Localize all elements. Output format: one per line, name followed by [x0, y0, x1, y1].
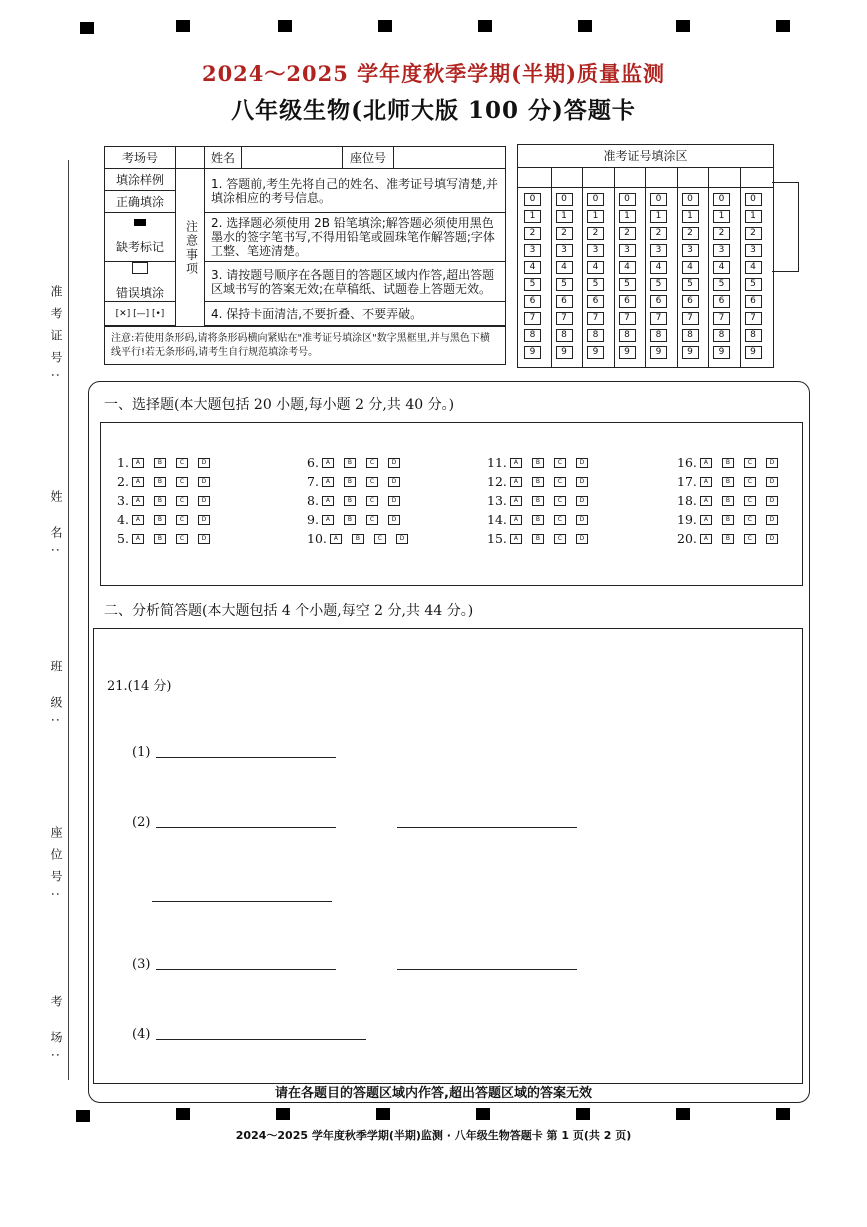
alignment-mark — [76, 1110, 90, 1122]
question-number: 16. — [677, 455, 697, 470]
option-bubble[interactable]: C — [554, 477, 566, 487]
choice-question — [487, 493, 598, 508]
id-digit-bubble[interactable]: 5 — [524, 278, 541, 291]
id-digit-bubble[interactable]: 7 — [713, 312, 730, 325]
option-bubble[interactable]: C — [366, 496, 378, 506]
note-4: 4. 保持卡面清洁,不要折叠、不要弄破。 — [205, 302, 506, 326]
option-bubble[interactable]: D — [388, 515, 400, 525]
question-number: 15. — [487, 531, 507, 546]
id-digit-bubble[interactable]: 6 — [745, 295, 762, 308]
alignment-mark — [776, 1108, 790, 1120]
id-digit-bubble[interactable]: 1 — [650, 210, 667, 223]
option-bubble[interactable]: D — [198, 477, 210, 487]
alignment-mark — [278, 20, 292, 32]
name-field[interactable] — [242, 147, 343, 169]
id-digit-bubble[interactable]: 3 — [650, 244, 667, 257]
option-bubble[interactable]: C — [554, 496, 566, 506]
option-bubble[interactable]: B — [722, 458, 734, 468]
option-bubble[interactable]: A — [132, 477, 144, 487]
id-digit-bubble[interactable]: 1 — [713, 210, 730, 223]
binding-line — [68, 160, 69, 1080]
question-number: 3. — [117, 493, 129, 508]
option-bubble[interactable]: B — [344, 515, 356, 525]
option-bubble[interactable]: D — [766, 515, 778, 525]
side-label-room: 考 场: — [49, 995, 63, 1067]
alignment-mark — [576, 1108, 590, 1120]
option-bubble[interactable]: A — [510, 458, 522, 468]
id-column-divider — [708, 167, 709, 367]
option-bubble[interactable]: A — [322, 515, 334, 525]
option-bubble[interactable]: C — [744, 515, 756, 525]
id-digit-bubble[interactable]: 2 — [650, 227, 667, 240]
id-digit-bubble[interactable]: 6 — [682, 295, 699, 308]
sub-label-1: (1) — [132, 745, 151, 760]
choice-question — [307, 531, 418, 546]
answer-blank-2b[interactable] — [397, 827, 577, 828]
id-column-divider — [582, 167, 583, 367]
id-digit-bubble[interactable]: 8 — [524, 329, 541, 342]
answer-blank-1[interactable] — [156, 757, 336, 758]
title-line2: 八年级生物(北师大版 100 分)答题卡 — [231, 97, 636, 124]
id-digit-bubble[interactable]: 9 — [587, 346, 604, 359]
id-digit-bubble[interactable]: 1 — [745, 210, 762, 223]
seat-label: 座位号 — [343, 147, 394, 169]
answer-blank-3b[interactable] — [397, 969, 577, 970]
id-digit-bubble[interactable]: 0 — [650, 193, 667, 206]
question-number: 20. — [677, 531, 697, 546]
id-digit-bubble[interactable]: 8 — [650, 329, 667, 342]
choice-question — [677, 455, 788, 470]
answer-blank-2c[interactable] — [152, 901, 332, 902]
id-digit-bubble[interactable]: 4 — [650, 261, 667, 274]
option-bubble[interactable]: A — [510, 496, 522, 506]
choice-question — [307, 493, 410, 508]
id-digit-bubble[interactable]: 3 — [524, 244, 541, 257]
id-digit-bubble[interactable]: 4 — [556, 261, 573, 274]
id-digit-bubble[interactable]: 5 — [713, 278, 730, 291]
question-number: 8. — [307, 493, 319, 508]
answer-blank-4[interactable] — [156, 1039, 366, 1040]
id-digit-bubble[interactable]: 7 — [619, 312, 636, 325]
barcode-note: 注意:若使用条形码,请将条形码横向紧贴在"准考证号填涂区"数字黑框里,并与黑色下横线平行!若无条形码,请考生自行规范填涂考号。 — [105, 327, 506, 365]
id-digit-bubble[interactable]: 7 — [682, 312, 699, 325]
option-bubble[interactable]: C — [176, 515, 188, 525]
id-digit-bubble[interactable]: 6 — [713, 295, 730, 308]
id-digit-bubble[interactable]: 2 — [619, 227, 636, 240]
id-digit-bubble[interactable]: 5 — [587, 278, 604, 291]
id-digit-bubble[interactable]: 9 — [556, 346, 573, 359]
option-bubble[interactable]: A — [322, 477, 334, 487]
id-digit-bubble[interactable]: 1 — [587, 210, 604, 223]
id-digit-bubble[interactable]: 3 — [682, 244, 699, 257]
alignment-mark — [776, 20, 790, 32]
answer-blank-3a[interactable] — [156, 969, 336, 970]
choice-question — [487, 512, 598, 527]
id-digit-bubble[interactable]: 8 — [556, 329, 573, 342]
alignment-mark — [578, 20, 592, 32]
question-number: 18. — [677, 493, 697, 508]
id-digit-bubble[interactable]: 7 — [745, 312, 762, 325]
id-digit-bubble[interactable]: 8 — [587, 329, 604, 342]
id-digit-bubble[interactable]: 0 — [619, 193, 636, 206]
option-bubble[interactable]: C — [176, 534, 188, 544]
question-number: 11. — [487, 455, 507, 470]
id-digit-bubble[interactable]: 6 — [587, 295, 604, 308]
option-bubble[interactable]: A — [700, 477, 712, 487]
option-bubble[interactable]: A — [700, 515, 712, 525]
alignment-mark — [176, 20, 190, 32]
q21-label: 21.(14 分) — [107, 679, 172, 694]
option-bubble[interactable]: D — [198, 515, 210, 525]
option-bubble[interactable]: C — [176, 477, 188, 487]
name-label: 姓名 — [205, 147, 242, 169]
id-digit-bubble[interactable]: 0 — [556, 193, 573, 206]
alignment-mark — [276, 1108, 290, 1120]
question-number: 14. — [487, 512, 507, 527]
option-bubble[interactable]: D — [576, 534, 588, 544]
alignment-mark — [176, 1108, 190, 1120]
id-digit-bubble[interactable]: 3 — [713, 244, 730, 257]
sub-label-3: (3) — [132, 957, 151, 972]
option-bubble[interactable]: D — [388, 477, 400, 487]
option-bubble[interactable]: B — [154, 534, 166, 544]
id-digit-bubble[interactable]: 9 — [650, 346, 667, 359]
id-digit-bubble[interactable]: 2 — [587, 227, 604, 240]
id-digit-bubble[interactable]: 4 — [524, 261, 541, 274]
id-digit-bubble[interactable]: 9 — [524, 346, 541, 359]
absent-box[interactable] — [132, 262, 148, 274]
section1-title: 一、选择题(本大题包括 20 小题,每小题 2 分,共 40 分。) — [104, 397, 455, 413]
question-number: 19. — [677, 512, 697, 527]
exam-room-label: 考场号 — [105, 147, 176, 169]
choice-question — [307, 512, 410, 527]
option-bubble[interactable]: B — [154, 458, 166, 468]
option-bubble[interactable]: B — [344, 496, 356, 506]
exam-room-field[interactable] — [176, 147, 205, 169]
side-label-seat: 座位号: — [49, 826, 63, 907]
id-digit-bubble[interactable]: 8 — [713, 329, 730, 342]
id-column-divider — [645, 167, 646, 367]
option-bubble[interactable]: C — [744, 458, 756, 468]
id-digit-bubble[interactable]: 2 — [524, 227, 541, 240]
id-digit-bubble[interactable]: 3 — [556, 244, 573, 257]
id-digit-bubble[interactable]: 5 — [682, 278, 699, 291]
id-digit-bubble[interactable]: 4 — [745, 261, 762, 274]
side-label-exam-id: 准考证号: — [49, 285, 63, 388]
id-digit-bubble[interactable]: 4 — [713, 261, 730, 274]
question-number: 5. — [117, 531, 129, 546]
choice-question — [117, 531, 220, 546]
id-digit-bubble[interactable]: 4 — [619, 261, 636, 274]
id-digit-bubble[interactable]: 2 — [556, 227, 573, 240]
option-bubble[interactable]: D — [388, 458, 400, 468]
choice-question — [487, 531, 598, 546]
option-bubble[interactable]: D — [198, 458, 210, 468]
option-bubble[interactable]: C — [366, 477, 378, 487]
id-digit-bubble[interactable]: 7 — [524, 312, 541, 325]
id-digit-bubble[interactable]: 0 — [524, 193, 541, 206]
option-bubble[interactable]: A — [132, 534, 144, 544]
id-digit-bubble[interactable]: 7 — [650, 312, 667, 325]
option-bubble[interactable]: B — [344, 458, 356, 468]
choice-box — [100, 422, 803, 586]
option-bubble[interactable]: C — [176, 458, 188, 468]
question-number: 1. — [117, 455, 129, 470]
alignment-mark — [476, 1108, 490, 1120]
id-digit-bubble[interactable]: 9 — [713, 346, 730, 359]
id-digit-bubble[interactable]: 8 — [682, 329, 699, 342]
footer-warning: 请在各题目的答题区域内作答,超出答题区域的答案无效 — [275, 1086, 592, 1101]
id-digit-bubble[interactable]: 8 — [745, 329, 762, 342]
alignment-mark — [676, 1108, 690, 1120]
option-bubble[interactable]: C — [366, 458, 378, 468]
id-digit-bubble[interactable]: 6 — [556, 295, 573, 308]
id-digit-bubble[interactable]: 1 — [619, 210, 636, 223]
option-bubble[interactable]: A — [132, 515, 144, 525]
id-digit-bubble[interactable]: 2 — [713, 227, 730, 240]
option-bubble[interactable]: A — [700, 496, 712, 506]
option-bubble[interactable]: C — [374, 534, 386, 544]
notice-heading: 注意事项 — [176, 169, 205, 327]
id-digit-bubble[interactable]: 0 — [587, 193, 604, 206]
option-bubble[interactable]: C — [176, 496, 188, 506]
alignment-mark — [378, 20, 392, 32]
question-number: 6. — [307, 455, 319, 470]
option-bubble[interactable]: A — [510, 477, 522, 487]
option-bubble[interactable]: A — [510, 534, 522, 544]
id-digit-bubble[interactable]: 0 — [713, 193, 730, 206]
alignment-mark — [676, 20, 690, 32]
choice-question — [307, 455, 410, 470]
option-bubble[interactable]: B — [352, 534, 364, 544]
correct-label: 正确填涂 — [105, 191, 176, 213]
id-digit-bubble[interactable]: 1 — [556, 210, 573, 223]
option-bubble[interactable]: B — [532, 477, 544, 487]
option-bubble[interactable]: B — [722, 515, 734, 525]
id-digit-bubble[interactable]: 0 — [682, 193, 699, 206]
info-table — [104, 146, 506, 365]
id-digit-bubble[interactable]: 9 — [745, 346, 762, 359]
option-bubble[interactable]: B — [722, 534, 734, 544]
choice-question — [677, 512, 788, 527]
id-digit-bubble[interactable]: 7 — [587, 312, 604, 325]
question-number: 17. — [677, 474, 697, 489]
id-digit-bubble[interactable]: 1 — [682, 210, 699, 223]
option-bubble[interactable]: B — [532, 458, 544, 468]
option-bubble[interactable]: C — [744, 477, 756, 487]
sub-label-2: (2) — [132, 815, 151, 830]
note-1: 1. 答题前,考生先将自己的姓名、准考证号填写清楚,并填涂相应的考号信息。 — [205, 169, 506, 213]
question-number: 9. — [307, 512, 319, 527]
question-number: 10. — [307, 531, 327, 546]
question-number: 13. — [487, 493, 507, 508]
wrong-examples: [✕] [—] [•] — [105, 302, 176, 326]
seat-field[interactable] — [394, 147, 506, 169]
option-bubble[interactable]: D — [766, 458, 778, 468]
side-label-name: 姓 名: — [49, 490, 63, 562]
id-digit-bubble[interactable]: 6 — [619, 295, 636, 308]
alignment-mark — [80, 22, 94, 34]
choice-question — [117, 455, 220, 470]
id-digit-bubble[interactable]: 3 — [745, 244, 762, 257]
choice-question — [307, 474, 410, 489]
id-column-divider — [614, 167, 615, 367]
option-bubble[interactable]: C — [554, 534, 566, 544]
option-bubble[interactable]: D — [766, 534, 778, 544]
option-bubble[interactable]: A — [330, 534, 342, 544]
option-bubble[interactable]: D — [576, 458, 588, 468]
question-number: 2. — [117, 474, 129, 489]
choice-question — [117, 493, 220, 508]
id-digit-bubble[interactable]: 1 — [524, 210, 541, 223]
footer-page-info: 2024～2025 学年度秋季学期(半期)监测 · 八年级生物答题卡 第 1 页(共 2 页) — [235, 1129, 632, 1142]
option-bubble[interactable]: A — [322, 496, 334, 506]
alignment-mark — [478, 20, 492, 32]
choice-question — [487, 455, 598, 470]
correct-sample — [105, 213, 176, 262]
option-bubble[interactable]: D — [576, 496, 588, 506]
id-column-divider — [740, 167, 741, 367]
option-bubble[interactable]: D — [766, 477, 778, 487]
option-bubble[interactable]: B — [532, 534, 544, 544]
id-digit-bubble[interactable]: 0 — [745, 193, 762, 206]
option-bubble[interactable]: B — [532, 515, 544, 525]
wrong-label: 错误填涂 — [115, 286, 164, 300]
choice-question — [487, 474, 598, 489]
option-bubble[interactable]: A — [510, 515, 522, 525]
side-label-class: 班 级: — [49, 660, 63, 732]
note-2: 2. 选择题必须使用 2B 铅笔填涂;解答题必须使用黑色墨水的签字笔书写,不得用铅笔或圆珠笔作解答题;字体工整、笔迹清楚。 — [205, 213, 506, 262]
option-bubble[interactable]: A — [322, 458, 334, 468]
id-digit-bubble[interactable]: 5 — [650, 278, 667, 291]
option-bubble[interactable]: D — [198, 534, 210, 544]
option-bubble[interactable]: B — [722, 496, 734, 506]
id-area-title: 准考证号填涂区 — [518, 145, 773, 168]
id-digit-bubble[interactable]: 5 — [745, 278, 762, 291]
question-number: 7. — [307, 474, 319, 489]
alignment-mark — [376, 1108, 390, 1120]
option-bubble[interactable]: A — [700, 458, 712, 468]
option-bubble[interactable]: B — [344, 477, 356, 487]
option-bubble[interactable]: C — [554, 458, 566, 468]
option-bubble[interactable]: D — [198, 496, 210, 506]
choice-question — [117, 474, 220, 489]
id-digit-bubble[interactable]: 6 — [650, 295, 667, 308]
option-bubble[interactable]: C — [366, 515, 378, 525]
option-bubble[interactable]: C — [554, 515, 566, 525]
barcode-frame — [772, 182, 799, 272]
id-digit-bubble[interactable]: 7 — [556, 312, 573, 325]
id-digit-bubble[interactable]: 3 — [619, 244, 636, 257]
note-3: 3. 请按题号顺序在各题目的答题区域内作答,超出答题区域书写的答案无效;在草稿纸、试题卷上答题无效。 — [205, 262, 506, 302]
id-digit-bubble[interactable]: 8 — [619, 329, 636, 342]
id-digit-bubble[interactable]: 4 — [587, 261, 604, 274]
id-digit-bubble[interactable]: 5 — [556, 278, 573, 291]
filled-box-icon — [134, 219, 146, 226]
option-bubble[interactable]: B — [154, 477, 166, 487]
sub-label-4: (4) — [132, 1027, 151, 1042]
choice-question — [677, 474, 788, 489]
option-bubble[interactable]: B — [532, 496, 544, 506]
option-bubble[interactable]: B — [154, 515, 166, 525]
id-digit-bubble[interactable]: 4 — [682, 261, 699, 274]
option-bubble[interactable]: A — [132, 458, 144, 468]
id-digit-bubble[interactable]: 2 — [682, 227, 699, 240]
absent-label: 缺考标记 — [115, 240, 164, 254]
option-bubble[interactable]: C — [744, 534, 756, 544]
choice-question — [677, 531, 788, 546]
choice-question — [117, 512, 220, 527]
option-bubble[interactable]: D — [396, 534, 408, 544]
option-bubble[interactable]: D — [388, 496, 400, 506]
option-bubble[interactable]: D — [576, 515, 588, 525]
id-digit-bubble[interactable]: 2 — [745, 227, 762, 240]
question-number: 12. — [487, 474, 507, 489]
option-bubble[interactable]: A — [700, 534, 712, 544]
id-column-divider — [551, 167, 552, 367]
essay-box — [93, 628, 803, 1084]
id-digit-bubble[interactable]: 3 — [587, 244, 604, 257]
option-bubble[interactable]: A — [132, 496, 144, 506]
sample-label: 填涂样例 — [105, 169, 176, 191]
option-bubble[interactable]: D — [576, 477, 588, 487]
option-bubble[interactable]: B — [722, 477, 734, 487]
id-digit-bubble[interactable]: 6 — [524, 295, 541, 308]
answer-blank-2a[interactable] — [156, 827, 336, 828]
option-bubble[interactable]: D — [766, 496, 778, 506]
id-digit-bubble[interactable]: 5 — [619, 278, 636, 291]
section2-title: 二、分析简答题(本大题包括 4 个小题,每空 2 分,共 44 分。) — [104, 603, 474, 619]
id-digit-bubble[interactable]: 9 — [619, 346, 636, 359]
absent-sample — [105, 262, 176, 302]
id-digit-bubble[interactable]: 9 — [682, 346, 699, 359]
title-line1: 2024～2025 学年度秋季学期(半期)质量监测 — [201, 61, 666, 86]
option-bubble[interactable]: C — [744, 496, 756, 506]
id-column-divider — [677, 167, 678, 367]
id-fill-area — [517, 144, 774, 368]
option-bubble[interactable]: B — [154, 496, 166, 506]
choice-question — [677, 493, 788, 508]
question-number: 4. — [117, 512, 129, 527]
